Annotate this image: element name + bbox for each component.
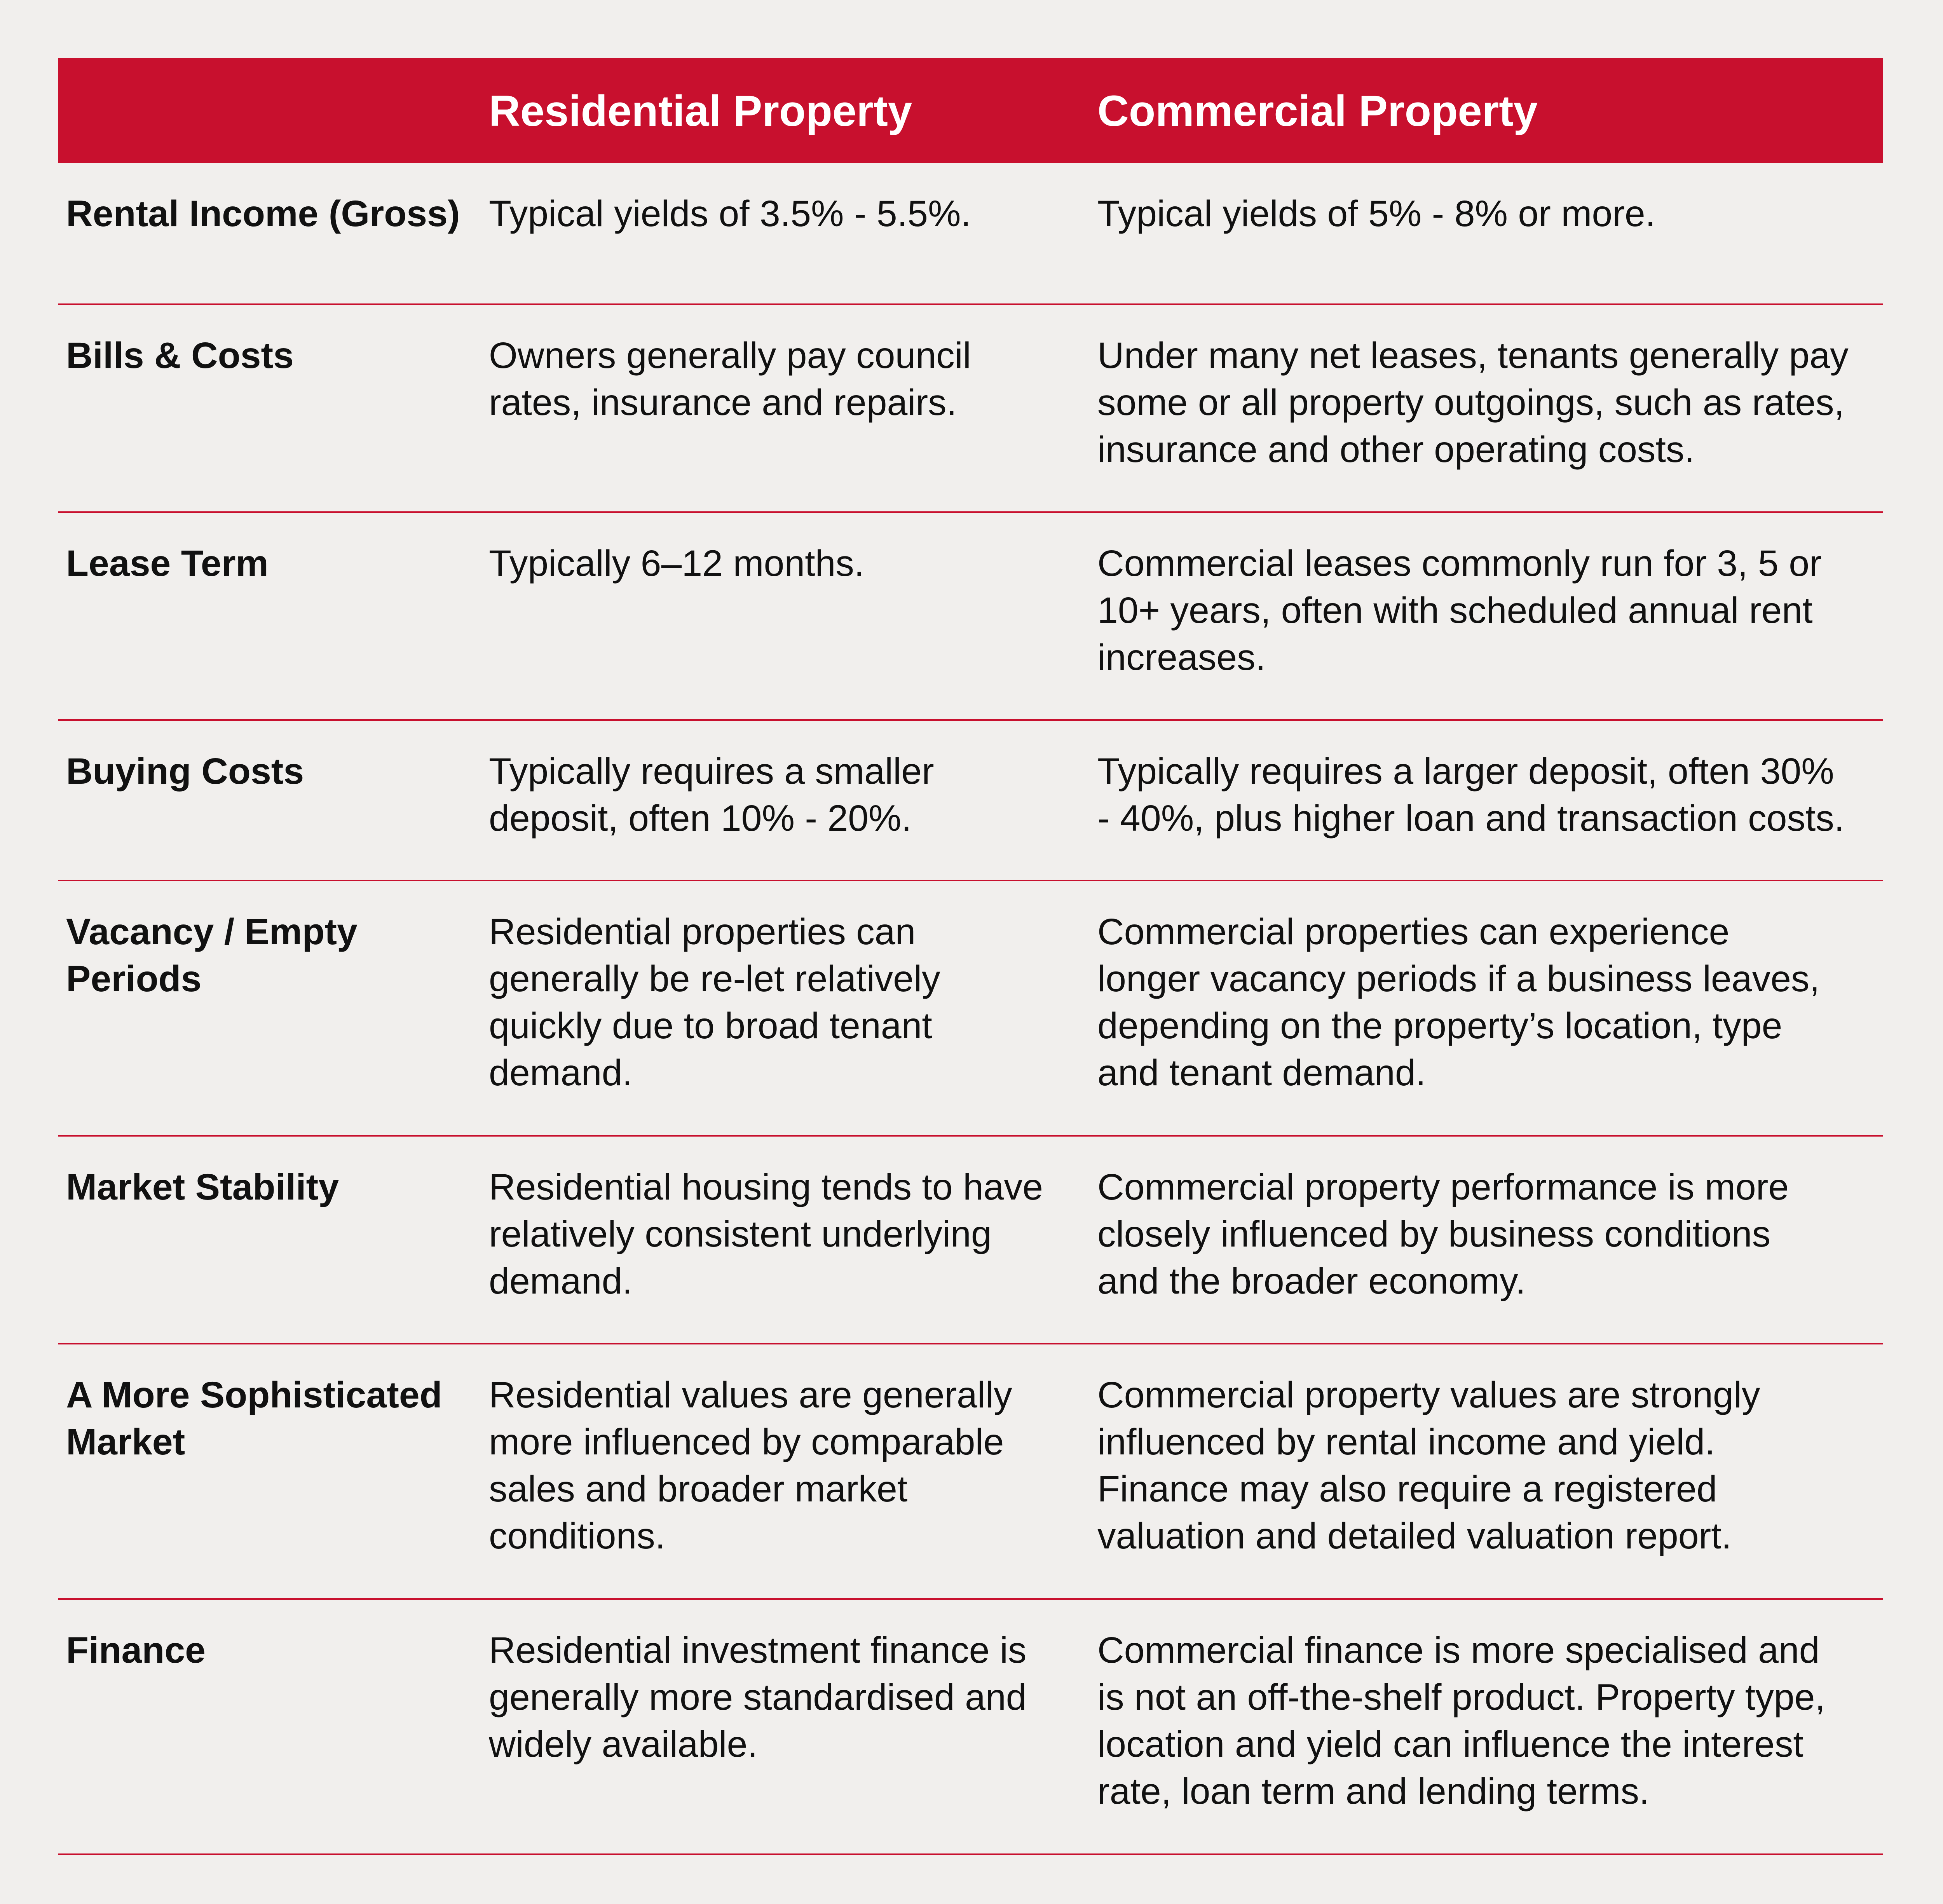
cell-line: A More Sophisticated <box>66 1374 442 1416</box>
cell-line: quickly due to broad tenant <box>489 1005 932 1046</box>
cell-line: Typically 6–12 months. <box>489 543 865 584</box>
cell-line: Residential values are generally <box>489 1374 1012 1416</box>
table-row <box>58 513 1883 721</box>
residential-cell <box>489 190 1095 237</box>
cell-line: conditions. <box>489 1515 666 1557</box>
row-label <box>66 908 478 1003</box>
cell-line: Commercial property performance is more <box>1097 1166 1789 1208</box>
row-label <box>66 332 478 379</box>
row-label <box>66 190 478 237</box>
cell-line: Commercial leases commonly run for 3, 5 or <box>1097 543 1822 584</box>
cell-line: increases. <box>1097 637 1266 678</box>
cell-line: some or all property outgoings, such as rates, <box>1097 382 1845 423</box>
cell-line: closely influenced by business conditions <box>1097 1214 1771 1255</box>
cell-line: Lease Term <box>66 543 269 584</box>
cell-line: - 40%, plus higher loan and transaction costs. <box>1097 798 1845 839</box>
table-header <box>58 58 1883 163</box>
cell-line: Typical yields of 5% - 8% or more. <box>1097 193 1656 234</box>
cell-line: Typically requires a larger deposit, often 30% <box>1097 751 1834 792</box>
cell-line: demand. <box>489 1052 633 1093</box>
cell-line: Commercial property values are strongly <box>1097 1374 1760 1416</box>
header-commercial: Commercial Property <box>1097 86 1538 135</box>
residential-cell <box>489 1372 1095 1560</box>
commercial-cell <box>1097 540 1878 681</box>
cell-line: and tenant demand. <box>1097 1052 1426 1093</box>
residential-cell <box>489 540 1095 587</box>
cell-line: sales and broader market <box>489 1468 908 1510</box>
cell-line: rates, insurance and repairs. <box>489 382 957 423</box>
table-body <box>58 163 1883 1855</box>
cell-line: Periods <box>66 958 202 999</box>
cell-line: Market Stability <box>66 1166 339 1208</box>
cell-line: insurance and other operating costs. <box>1097 429 1695 470</box>
cell-line: Finance <box>66 1630 206 1671</box>
cell-line: Typical yields of 3.5% - 5.5%. <box>489 193 971 234</box>
residential-cell <box>489 908 1095 1097</box>
cell-line: valuation and detailed valuation report. <box>1097 1515 1732 1557</box>
commercial-cell <box>1097 1627 1878 1815</box>
row-label <box>66 1164 478 1211</box>
cell-line: influenced by rental income and yield. <box>1097 1421 1715 1463</box>
cell-line: deposit, often 10% - 20%. <box>489 798 912 839</box>
commercial-cell <box>1097 1164 1878 1305</box>
commercial-cell <box>1097 190 1878 237</box>
residential-cell <box>489 1164 1095 1305</box>
cell-line: Residential properties can <box>489 911 916 952</box>
cell-line: more influenced by comparable <box>489 1421 1004 1463</box>
comparison-table <box>58 58 1883 1855</box>
cell-line: Commercial finance is more specialised and <box>1097 1630 1820 1671</box>
commercial-cell <box>1097 748 1878 842</box>
cell-line: is not an off-the-shelf product. Property type, <box>1097 1677 1825 1718</box>
cell-line: Commercial properties can experience <box>1097 911 1730 952</box>
cell-line: rate, loan term and lending terms. <box>1097 1771 1650 1812</box>
table-row <box>58 1600 1883 1855</box>
cell-line: relatively consistent underlying <box>489 1214 992 1255</box>
cell-line: generally more standardised and <box>489 1677 1027 1718</box>
cell-line: 10+ years, often with scheduled annual rent <box>1097 590 1813 631</box>
commercial-cell <box>1097 332 1878 473</box>
commercial-cell <box>1097 908 1878 1097</box>
header-residential: Residential Property <box>489 86 912 135</box>
cell-line: depending on the property’s location, type <box>1097 1005 1783 1046</box>
table-row <box>58 1344 1883 1600</box>
row-label <box>66 1372 478 1466</box>
cell-line: and the broader economy. <box>1097 1261 1526 1302</box>
cell-line: Under many net leases, tenants generally pay <box>1097 335 1849 376</box>
residential-cell <box>489 332 1095 426</box>
table-row <box>58 721 1883 881</box>
cell-line: Vacancy / Empty <box>66 911 358 952</box>
cell-line: Rental Income (Gross) <box>66 193 460 234</box>
cell-line: Residential investment finance is <box>489 1630 1027 1671</box>
cell-line: longer vacancy periods if a business leaves, <box>1097 958 1820 999</box>
cell-line: Market <box>66 1421 185 1463</box>
commercial-cell <box>1097 1372 1878 1560</box>
table-row <box>58 881 1883 1137</box>
table-row <box>58 1137 1883 1344</box>
cell-line: Owners generally pay council <box>489 335 971 376</box>
cell-line: Bills & Costs <box>66 335 294 376</box>
row-label <box>66 1627 478 1674</box>
cell-line: location and yield can influence the interest <box>1097 1724 1803 1765</box>
row-label <box>66 540 478 587</box>
cell-line: generally be re-let relatively <box>489 958 940 999</box>
table-row <box>58 163 1883 305</box>
residential-cell <box>489 748 1095 842</box>
cell-line: Buying Costs <box>66 751 304 792</box>
residential-cell <box>489 1627 1095 1768</box>
cell-line: demand. <box>489 1261 633 1302</box>
table-row <box>58 305 1883 513</box>
cell-line: widely available. <box>489 1724 758 1765</box>
cell-line: Typically requires a smaller <box>489 751 934 792</box>
row-label <box>66 748 478 795</box>
cell-line: Finance may also require a registered <box>1097 1468 1717 1510</box>
cell-line: Residential housing tends to have <box>489 1166 1043 1208</box>
